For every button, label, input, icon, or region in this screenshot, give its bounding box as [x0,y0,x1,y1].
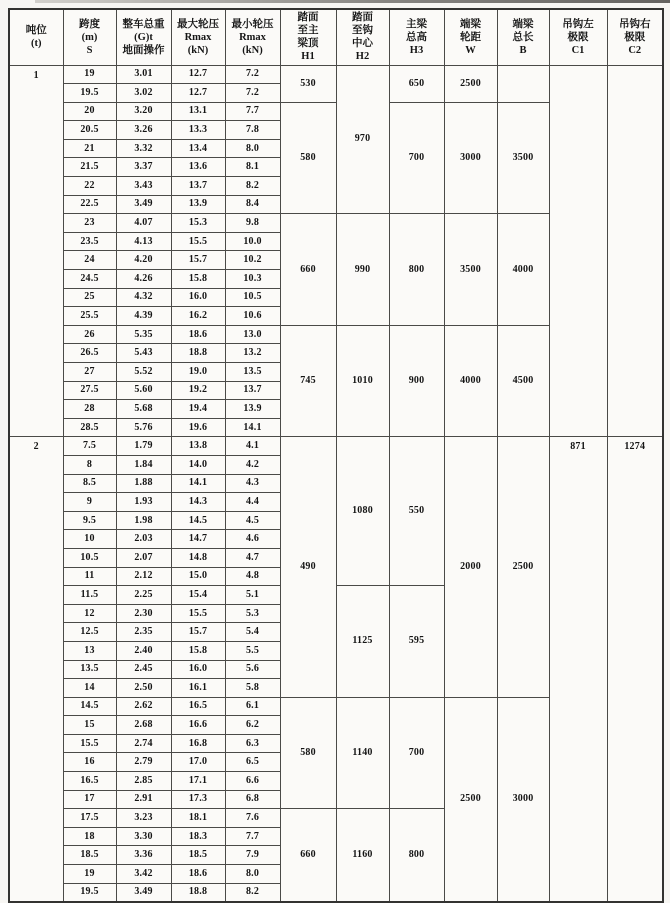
cell-b: 4000 [497,214,549,326]
cell-weight: 2.03 [116,530,171,549]
cell-h2: 1125 [336,586,389,698]
header-line: 端梁 [512,18,534,30]
cell-rmax: 17.0 [171,753,225,772]
cell-weight: 4.26 [116,270,171,289]
cell-rmax: 16.6 [171,716,225,735]
cell-weight: 1.88 [116,474,171,493]
cell-rmax: 15.0 [171,567,225,586]
cell-rmax: 18.1 [171,809,225,828]
cell-w: 3500 [444,214,497,326]
column-header-span [63,9,116,65]
cell-rmin: 6.6 [225,772,280,791]
cell-rmin: 13.2 [225,344,280,363]
cell-rmax: 13.8 [171,437,225,456]
cell-span: 27.5 [63,381,116,400]
cell-rmax: 13.6 [171,158,225,177]
cell-h2: 1010 [336,325,389,437]
cell-span: 10.5 [63,548,116,567]
header-line: 主梁 [406,18,427,30]
cell-weight: 2.74 [116,734,171,753]
cell-rmax: 13.1 [171,102,225,121]
cell-span: 18 [63,827,116,846]
cell-span: 20 [63,102,116,121]
cell-rmax: 13.9 [171,195,225,214]
cell-rmin: 8.0 [225,865,280,884]
cell-w: 2500 [444,65,497,102]
cell-span: 14.5 [63,697,116,716]
cell-b [497,65,549,102]
cell-b: 3500 [497,102,549,214]
header-line: 最大轮压 [177,18,219,30]
cell-weight: 2.85 [116,772,171,791]
header-line: H1 [301,51,315,63]
cell-weight: 1.79 [116,437,171,456]
cell-span: 17 [63,790,116,809]
cell-rmax: 16.5 [171,697,225,716]
cell-rmin: 9.8 [225,214,280,233]
cell-span: 12.5 [63,623,116,642]
cell-rmax: 17.1 [171,772,225,791]
header-line: W [465,44,476,56]
cell-rmin: 4.7 [225,548,280,567]
cell-rmax: 17.3 [171,790,225,809]
cell-h3: 800 [389,214,444,326]
cell-h3: 800 [389,809,444,902]
cell-weight: 2.62 [116,697,171,716]
cell-rmax: 14.8 [171,548,225,567]
crane-spec-table [8,8,664,903]
cell-span: 28.5 [63,418,116,437]
header-line: 极限 [567,31,589,43]
cell-span: 18.5 [63,846,116,865]
cell-span: 8 [63,455,116,474]
cell-span: 11 [63,567,116,586]
cell-weight: 1.84 [116,455,171,474]
cell-span: 21 [63,139,116,158]
cell-rmax: 15.7 [171,623,225,642]
header-line: 吊钩右 [619,18,651,30]
cell-h1: 660 [280,214,336,326]
header-line: H3 [409,44,424,56]
cell-rmin: 7.7 [225,102,280,121]
cell-h3: 650 [389,65,444,102]
cell-span: 21.5 [63,158,116,177]
cell-span: 25.5 [63,307,116,326]
header-line: (m) [81,31,98,43]
cell-rmin: 8.4 [225,195,280,214]
cell-span: 12 [63,604,116,623]
header-line: H2 [355,51,370,63]
cell-h1: 530 [280,65,336,102]
cell-rmin: 7.2 [225,65,280,84]
cell-rmax: 15.8 [171,641,225,660]
cell-rmin: 5.5 [225,641,280,660]
cell-h3: 550 [389,437,444,586]
cell-h2: 1140 [336,697,389,809]
cell-rmin: 13.7 [225,381,280,400]
cell-h1: 580 [280,697,336,809]
cell-span: 16.5 [63,772,116,791]
header-line: 中心 [352,38,373,50]
table-header [9,9,663,65]
cell-weight: 3.26 [116,121,171,140]
cell-span: 17.5 [63,809,116,828]
column-header-c1 [549,9,607,65]
cell-span: 19.5 [63,883,116,902]
cell-rmax: 15.8 [171,270,225,289]
cell-rmax: 16.2 [171,307,225,326]
cell-h1: 745 [280,325,336,437]
table-row [9,65,663,84]
cell-rmax: 18.6 [171,865,225,884]
cell-rmin: 6.3 [225,734,280,753]
table-body [9,65,663,902]
cell-rmin: 14.1 [225,418,280,437]
cell-weight: 3.49 [116,883,171,902]
cell-rmin: 4.1 [225,437,280,456]
cell-h3: 595 [389,586,444,698]
cell-weight: 3.20 [116,102,171,121]
cell-rmin: 4.6 [225,530,280,549]
cell-weight: 5.52 [116,363,171,382]
cell-tonnage: 1 [9,65,63,437]
cell-weight: 5.60 [116,381,171,400]
cell-rmin: 10.0 [225,232,280,251]
header-line: B [519,44,527,56]
header-line: 吊钩左 [562,18,594,30]
cell-c2 [607,65,663,437]
cell-h2: 1160 [336,809,389,902]
cell-rmin: 8.2 [225,177,280,196]
cell-rmax: 18.8 [171,883,225,902]
column-header-tonnage [9,9,63,65]
header-line: 总长 [512,31,534,43]
header-line: 整车总重 [122,18,165,30]
cell-span: 19 [63,65,116,84]
cell-rmin: 5.4 [225,623,280,642]
column-header-h3 [389,9,444,65]
cell-weight: 3.37 [116,158,171,177]
header-line: Rmax [239,31,266,43]
cell-rmin: 7.9 [225,846,280,865]
cell-h1: 490 [280,437,336,697]
table-row [9,437,663,456]
cell-h2: 990 [336,214,389,326]
cell-weight: 2.45 [116,660,171,679]
cell-c1 [549,65,607,437]
cell-weight: 2.91 [116,790,171,809]
cell-span: 25 [63,288,116,307]
cell-rmin: 6.2 [225,716,280,735]
column-header-rmax [171,9,225,65]
cell-rmax: 15.5 [171,232,225,251]
cell-weight: 4.20 [116,251,171,270]
cell-weight: 2.30 [116,604,171,623]
cell-rmax: 19.6 [171,418,225,437]
cell-h3: 700 [389,697,444,809]
spec-table-page [8,8,664,903]
cell-rmin: 10.5 [225,288,280,307]
cell-h2: 970 [336,65,389,214]
cell-span: 22 [63,177,116,196]
cell-rmax: 14.1 [171,474,225,493]
header-line: C1 [571,44,585,56]
cell-weight: 4.39 [116,307,171,326]
cell-span: 28 [63,400,116,419]
cell-rmin: 8.1 [225,158,280,177]
cell-rmin: 5.6 [225,660,280,679]
cell-w: 4000 [444,325,497,437]
header-line: (kN) [242,44,263,56]
cell-weight: 3.30 [116,827,171,846]
cell-weight: 3.43 [116,177,171,196]
cell-span: 10 [63,530,116,549]
cell-span: 13.5 [63,660,116,679]
cell-weight: 1.93 [116,493,171,512]
cell-span: 24.5 [63,270,116,289]
cell-rmax: 16.8 [171,734,225,753]
header-line: 地面操作 [122,44,165,56]
cell-h1: 580 [280,102,336,214]
cell-weight: 3.32 [116,139,171,158]
cell-rmax: 15.4 [171,586,225,605]
cell-rmax: 19.4 [171,400,225,419]
cell-span: 13 [63,641,116,660]
column-header-h1 [280,9,336,65]
cell-weight: 3.36 [116,846,171,865]
header-line: 踏面 [352,12,373,23]
cell-rmin: 7.6 [225,809,280,828]
cell-span: 8.5 [63,474,116,493]
cell-weight: 2.68 [116,716,171,735]
cell-h1: 660 [280,809,336,902]
cell-rmin: 6.8 [225,790,280,809]
cell-rmin: 13.0 [225,325,280,344]
header-line: 至主 [297,25,319,37]
cell-span: 27 [63,363,116,382]
header-line: 轮距 [460,31,481,43]
cell-b: 4500 [497,325,549,437]
cell-weight: 2.25 [116,586,171,605]
cell-weight: 3.42 [116,865,171,884]
cell-rmax: 19.0 [171,363,225,382]
cell-rmin: 5.1 [225,586,280,605]
cell-span: 24 [63,251,116,270]
cell-span: 26 [63,325,116,344]
header-line: 总高 [406,31,427,43]
cell-rmin: 8.0 [225,139,280,158]
cell-rmin: 7.8 [225,121,280,140]
cell-weight: 3.23 [116,809,171,828]
cell-rmax: 14.3 [171,493,225,512]
cell-rmin: 5.8 [225,679,280,698]
cell-rmax: 15.5 [171,604,225,623]
cell-rmax: 18.3 [171,827,225,846]
cell-rmax: 19.2 [171,381,225,400]
cell-weight: 3.49 [116,195,171,214]
cell-rmin: 5.3 [225,604,280,623]
header-line: S [86,44,93,56]
cell-w: 2500 [444,697,497,902]
cell-weight: 2.35 [116,623,171,642]
cell-rmin: 13.9 [225,400,280,419]
cell-span: 26.5 [63,344,116,363]
cell-rmax: 15.7 [171,251,225,270]
cell-weight: 3.02 [116,84,171,103]
cell-rmin: 4.3 [225,474,280,493]
header-row [9,9,663,65]
cell-span: 7.5 [63,437,116,456]
cell-weight: 1.98 [116,511,171,530]
cell-span: 14 [63,679,116,698]
cell-span: 23.5 [63,232,116,251]
cell-weight: 2.07 [116,548,171,567]
header-line: (kN) [187,44,209,56]
cell-rmax: 18.6 [171,325,225,344]
cell-weight: 5.43 [116,344,171,363]
cell-rmax: 14.5 [171,511,225,530]
header-line: 端梁 [460,18,481,30]
cell-h2: 1080 [336,437,389,586]
cell-weight: 4.32 [116,288,171,307]
cell-tonnage: 2 [9,437,63,902]
cell-rmax: 16.0 [171,288,225,307]
column-header-b [497,9,549,65]
cell-rmax: 18.5 [171,846,225,865]
column-header-weight [116,9,171,65]
header-line: (G)t [134,31,153,43]
cell-rmax: 16.1 [171,679,225,698]
cell-span: 9.5 [63,511,116,530]
cell-weight: 5.76 [116,418,171,437]
cell-rmin: 10.6 [225,307,280,326]
cell-h3: 700 [389,102,444,214]
cell-w: 2000 [444,437,497,697]
cell-rmin: 10.2 [225,251,280,270]
cell-span: 9 [63,493,116,512]
cell-c1: 871 [549,437,607,902]
cell-weight: 5.68 [116,400,171,419]
header-line: 吨位 [25,25,47,37]
cell-rmin: 7.7 [225,827,280,846]
cell-c2: 1274 [607,437,663,902]
cell-weight: 3.01 [116,65,171,84]
cell-rmax: 12.7 [171,84,225,103]
header-line: 跨度 [79,18,100,30]
header-line: Rmax [184,31,212,43]
column-header-rmin [225,9,280,65]
scan-artifact-top [35,0,670,3]
cell-weight: 2.12 [116,567,171,586]
cell-weight: 5.35 [116,325,171,344]
cell-rmin: 8.2 [225,883,280,902]
cell-weight: 2.79 [116,753,171,772]
header-line: 至钩 [352,25,373,37]
cell-span: 20.5 [63,121,116,140]
cell-weight: 4.07 [116,214,171,233]
cell-span: 23 [63,214,116,233]
cell-rmin: 13.5 [225,363,280,382]
cell-span: 15 [63,716,116,735]
cell-rmax: 13.7 [171,177,225,196]
cell-rmin: 4.2 [225,455,280,474]
cell-span: 19 [63,865,116,884]
cell-rmin: 4.4 [225,493,280,512]
cell-span: 19.5 [63,84,116,103]
header-line: 踏面 [297,12,319,23]
cell-rmin: 4.5 [225,511,280,530]
cell-rmin: 6.5 [225,753,280,772]
cell-w: 3000 [444,102,497,214]
cell-rmax: 13.4 [171,139,225,158]
cell-rmax: 15.3 [171,214,225,233]
cell-rmin: 10.3 [225,270,280,289]
cell-span: 15.5 [63,734,116,753]
cell-b: 3000 [497,697,549,902]
cell-rmax: 18.8 [171,344,225,363]
cell-weight: 2.40 [116,641,171,660]
cell-span: 11.5 [63,586,116,605]
cell-rmax: 16.0 [171,660,225,679]
header-line: 最小轮压 [231,18,274,30]
cell-span: 16 [63,753,116,772]
cell-span: 22.5 [63,195,116,214]
cell-weight: 2.50 [116,679,171,698]
header-line: C2 [628,44,642,56]
cell-rmin: 4.8 [225,567,280,586]
cell-rmax: 12.7 [171,65,225,84]
cell-h3: 900 [389,325,444,437]
column-header-h2 [336,9,389,65]
cell-rmax: 14.0 [171,455,225,474]
column-header-c2 [607,9,663,65]
cell-rmax: 13.3 [171,121,225,140]
cell-rmin: 7.2 [225,84,280,103]
cell-rmin: 6.1 [225,697,280,716]
cell-weight: 4.13 [116,232,171,251]
column-header-w [444,9,497,65]
header-line: 梁顶 [297,38,319,50]
header-line: (t) [31,38,42,50]
header-line: 极限 [624,31,646,43]
cell-b: 2500 [497,437,549,697]
cell-rmax: 14.7 [171,530,225,549]
